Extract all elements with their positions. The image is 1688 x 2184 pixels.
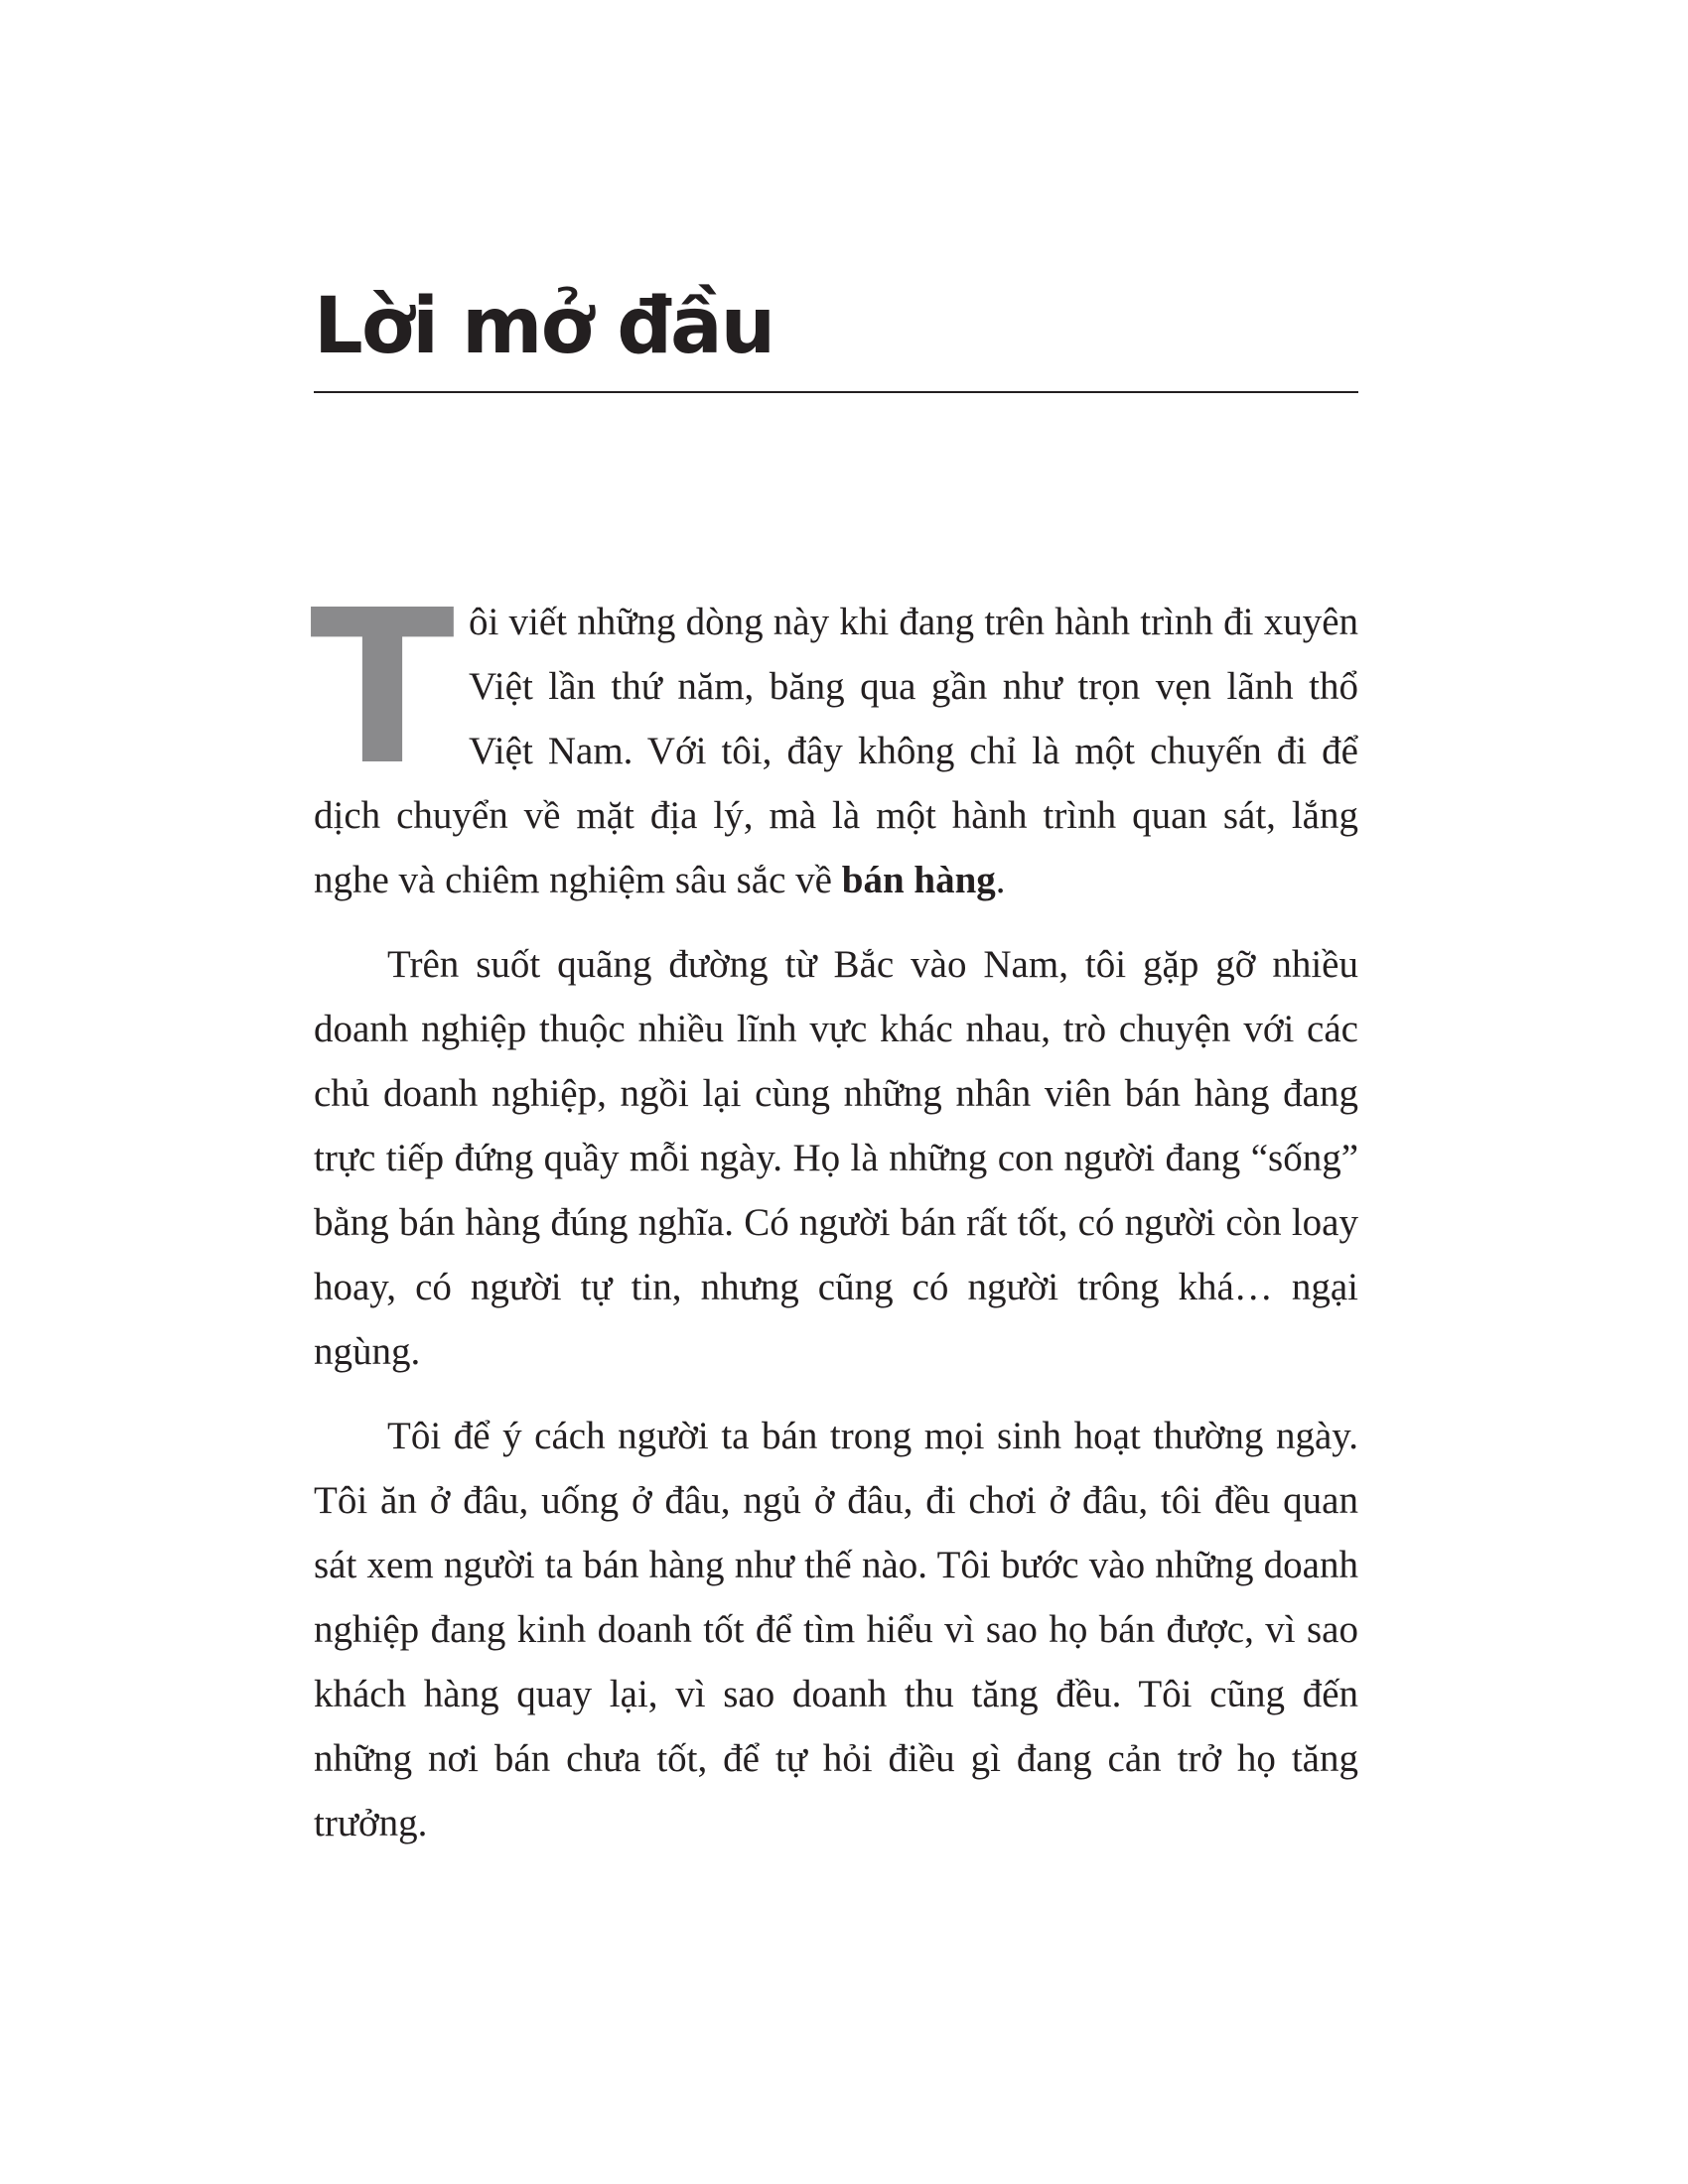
chapter-title: Lời mở đầu: [314, 282, 774, 371]
paragraph-1: [310, 565, 1358, 912]
paragraph-1-text: ôi viết những dòng này khi đang trên hành trình đi xuyên Việt lần thứ năm, băng qua gần như trọn vẹn lãnh thổ Việt Nam. Với tôi, đây không chỉ là một chuyến đi để dịch chuyển về mặt địa lý, mà là một hành trình quan sát, lắng nghe và chiêm nghiệm sâu sắc về: [314, 601, 1358, 901]
emphasis-text: bán hàng: [841, 859, 996, 901]
body-text: [310, 565, 1358, 1855]
paragraph-3: Tôi để ý cách người ta bán trong mọi sinh hoạt thường ngày. Tôi ăn ở đâu, uống ở đâu, ngủ ở đâu, đi chơi ở đâu, tôi đều quan sát xem người ta bán hàng như thế nào. Tôi bước vào những doanh nghiệp đang kinh doanh tốt để tìm hiểu vì sao họ bán được, vì sao khách hàng quay lại, vì sao doanh thu tăng đều. Tôi cũng đến những nơi bán chưa tốt, để tự hỏi điều gì đang cản trở họ tăng trưởng.: [314, 1415, 1358, 1844]
paragraph-1-end: .: [995, 859, 1006, 901]
drop-cap: T: [310, 565, 455, 812]
title-divider: [314, 391, 1358, 393]
page-content: [310, 282, 1358, 1875]
paragraph-2: Trên suốt quãng đường từ Bắc vào Nam, tôi gặp gỡ nhiều doanh nghiệp thuộc nhiều lĩnh vực khác nhau, trò chuyện với các chủ doanh nghiệp, ngồi lại cùng những nhân viên bán hàng đang trực tiếp đứng quầy mỗi ngày. Họ là những con người đang “sống” bằng bán hàng đúng nghĩa. Có người bán rất tốt, có người còn loay hoay, có người tự tin, nhưng cũng có người trông khá… ngại ngùng.: [314, 943, 1358, 1373]
